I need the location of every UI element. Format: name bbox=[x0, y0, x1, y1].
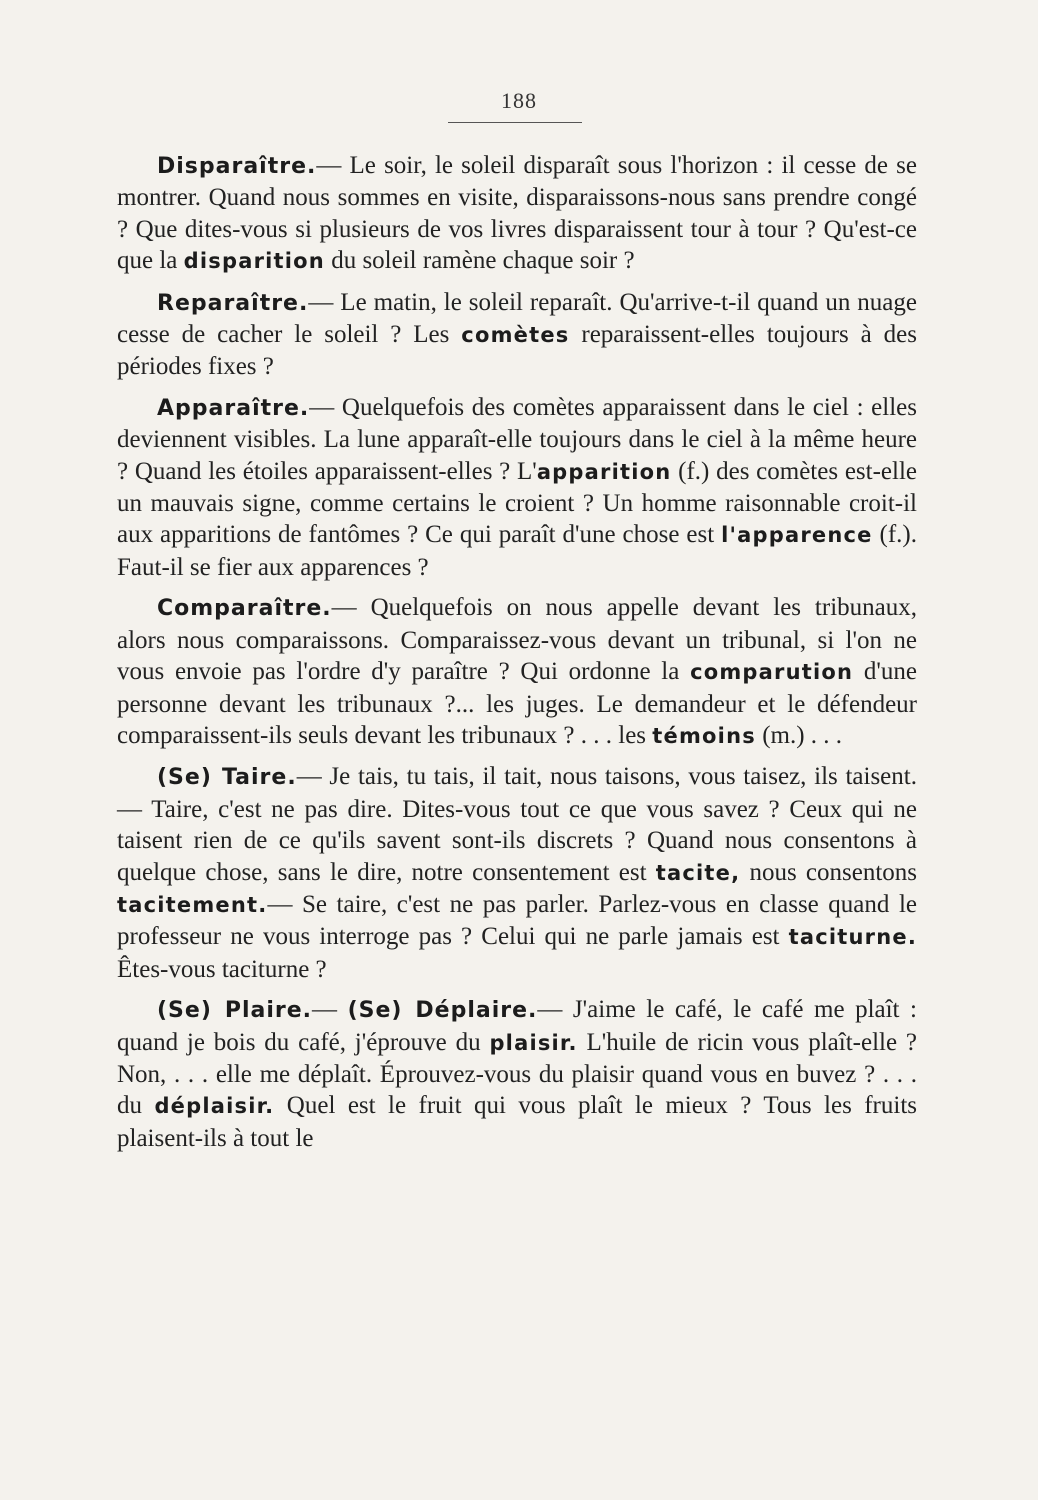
entry-term: Apparaître. bbox=[157, 395, 310, 421]
paragraph-text: du soleil ramène chaque soir ? bbox=[324, 247, 635, 275]
header-rule bbox=[448, 122, 582, 123]
paragraph-text: — Le matin, le soleil reparaît. Qu'arrive-t-il quand un nuage cesse de cacher le soleil ? Les bbox=[117, 288, 917, 349]
paragraph bbox=[117, 287, 917, 383]
entry-term: Reparaître. bbox=[157, 290, 309, 316]
entry-term: (Se) Plaire. bbox=[157, 998, 313, 1024]
keyword: tacitement. bbox=[117, 892, 268, 917]
keyword: témoins bbox=[652, 723, 756, 748]
paragraph-text: — Je tais, tu tais, il tait, nous taisons, vous taisez, ils taisent.— Taire, c'est ne pas dire. Dites-vous tout ce que vous savez ? Ceux qui ne taisent rien de ce qu'ils savent sont-ils discrets ? Quand nous consentons à quelque chose, sans le dire, notre consentement est bbox=[117, 763, 917, 886]
paragraph bbox=[117, 994, 917, 1154]
paragraph bbox=[117, 392, 917, 583]
page-number: 188 bbox=[501, 88, 537, 113]
paragraph-text: Quel est le fruit qui vous plaît le mieux ? Tous les fruits plaisent-ils à tout le bbox=[117, 1092, 918, 1152]
keyword: disparition bbox=[183, 249, 325, 274]
paragraph-text: (f.) des comètes est-elle un mauvais signe, comme certains le croient ? Un homme raisonnable croit-il aux apparitions de fantômes ? Ce qui paraît d'une chose est bbox=[117, 457, 917, 549]
paragraph-text: d'une personne devant les tribunaux ?... les juges. Le demandeur et le défendeur comparaissent-ils seuls devant les tribunaux ? . . . les bbox=[117, 658, 917, 749]
keyword: comètes bbox=[461, 323, 570, 348]
paragraph-text: L'huile de ricin vous plaît-elle ? Non, . . . elle me déplaît. Éprouvez-vous du plaisir quand vous en buvez ? . . . du bbox=[117, 1028, 917, 1120]
paragraph bbox=[117, 592, 917, 752]
keyword: plaisir. bbox=[489, 1030, 578, 1055]
paragraph-text: nous consentons bbox=[740, 858, 917, 886]
paragraph bbox=[117, 761, 917, 985]
entry-term: Disparaître. bbox=[157, 154, 317, 179]
keyword: l'apparence bbox=[721, 523, 873, 548]
entry-term: Comparaître. bbox=[157, 596, 332, 622]
entry-term: (Se) Taire. bbox=[157, 765, 297, 791]
paragraph-text: — Se taire, c'est ne pas parler. Parlez-vous en classe quand le professeur ne vous interroge pas ? Celui qui ne parle jamais est bbox=[117, 890, 917, 951]
keyword: comparution bbox=[690, 660, 854, 685]
paragraph-text: — Quelquefois des comètes apparaissent dans le ciel : elles deviennent visibles. La lune apparaît-elle toujours dans le ciel à la même heure ? Quand les étoiles apparaissent-elles ? L' bbox=[117, 393, 917, 485]
entry-term: (Se) Déplaire. bbox=[347, 998, 538, 1024]
paragraph-text: (m.) . . . bbox=[755, 721, 843, 749]
paragraph bbox=[117, 150, 917, 278]
keyword: déplaisir. bbox=[154, 1094, 275, 1119]
page-body bbox=[117, 150, 917, 1163]
keyword: apparition bbox=[536, 459, 672, 484]
paragraph-text: — Le soir, le soleil disparaît sous l'horizon : il cesse de se montrer. Quand nous sommes en visite, disparaissons-nous sans prendre congé ? Que dites-vous si plusieurs de vos livres disparaissent tour à tour ? Qu'est-ce que la bbox=[117, 152, 917, 275]
paragraph-text: reparaissent-elles toujours à des périodes fixes ? bbox=[117, 321, 917, 381]
paragraph-text: (f.). Faut-il se fier aux apparences ? bbox=[117, 521, 917, 581]
paragraph-text: — J'aime le café, le café me plaît : quand je bois du café, j'éprouve du bbox=[117, 996, 917, 1056]
paragraph-text: Êtes-vous taciturne ? bbox=[117, 955, 327, 983]
keyword: tacite, bbox=[655, 860, 741, 885]
keyword: taciturne. bbox=[788, 925, 917, 950]
paragraph-text: — bbox=[312, 996, 348, 1024]
paragraph-text: — Quelquefois on nous appelle devant les tribunaux, alors nous comparaissons. Comparaissez-vous devant un tribunal, si l'on ne vous envoie pas l'ordre d'y paraître ? Qui ordonne la bbox=[117, 594, 917, 686]
